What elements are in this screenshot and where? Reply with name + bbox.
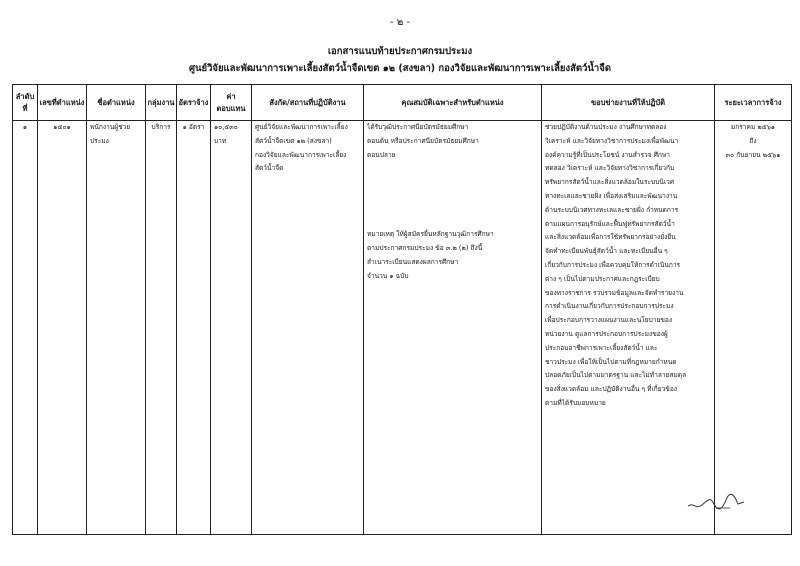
document-title: เอกสารแนบท้ายประกาศกรมประมง — [327, 46, 473, 57]
col-header-position-name: ชื่อตำแหน่ง — [87, 85, 146, 121]
duty-line: ตามที่ได้รับมอบหมาย — [545, 398, 606, 407]
col-header-period: ระยะเวลาการจ้าง — [715, 85, 792, 121]
period-line: ๓๐ กันยายน ๒๕๖๑ — [725, 150, 781, 159]
duty-line: และสิ่งแวดล้อมเพื่อการใช้ทรัพยากรอย่างยั่งยืน — [545, 233, 676, 242]
cell-group: บริการ — [146, 121, 177, 535]
document-subtitle: ศูนย์วิจัยและพัฒนาการเพาะเลี้ยงสัตว์น้ำจืดเขต ๑๒ (สงขลา) กองวิจัยและพัฒนาการเพาะเลี้ยงสัตว์น้ำจืด — [188, 63, 611, 74]
note-line: จำนวน ๑ ฉบับ — [367, 271, 409, 280]
duty-line: ของสิ่งแวดล้อม และปฏิบัติงานอื่น ๆ ที่เกี่ยวข้อง — [545, 385, 677, 394]
cell-salary: ๑๐,๕๓๐ บาท — [211, 121, 252, 535]
table-header-row — [13, 85, 792, 121]
note-line: หมายเหตุ ให้ผู้สมัครยื่นหลักฐานวุฒิการศึกษา — [367, 230, 494, 239]
table-row — [13, 121, 792, 535]
col-header-workplace: สังกัด/สถานที่ปฏิบัติงาน — [252, 85, 364, 121]
duty-line: เพื่อประกอบการวางแผนงานและนโยบายของ — [545, 316, 673, 325]
qualification-line: ตอนต้น หรือประกาศนียบัตรมัธยมศึกษา — [367, 136, 479, 145]
cell-position-name: พนักงานผู้ช่วยประมง — [87, 121, 146, 535]
col-header-duties: ขอบข่ายงานที่ให้ปฏิบัติ — [542, 85, 715, 121]
duty-line: ประกอบอาชีพการเพาะเลี้ยงสัตว์น้ำ และ — [545, 343, 658, 352]
cell-period — [715, 121, 792, 535]
workplace-line: กองวิจัยและพัฒนาการเพาะเลี้ยง — [255, 150, 347, 159]
cell-order: ๑ — [13, 121, 38, 535]
signature-mark — [686, 488, 746, 514]
duty-line: องค์ความรู้ที่เป็นประโยชน์ งานสำรวจ ศึกษา — [545, 150, 670, 159]
note-line: ตามประกาศกรมประมง ข้อ ๓.๒ (๒) ถึงนี้ — [367, 244, 483, 253]
duty-line: ต่าง ๆ เป็นไปตามประกาศและกฎระเบียบ — [545, 274, 660, 283]
period-line: ถึง — [749, 136, 757, 145]
duty-line: การดำเนินงานเกี่ยวกับการประกอบการประมง — [545, 302, 674, 311]
workplace-line: สัตว์น้ำจืด — [255, 164, 284, 173]
duty-line: เกี่ยวกับการประมง เพื่อควบคุมให้การดำเนินการ — [545, 260, 681, 269]
cell-workplace — [252, 121, 364, 535]
duty-line: ทดลอง วิเคราะห์ และวิจัยทางวิชาการเกี่ยวกับ — [545, 164, 675, 173]
note-line: สำเนาระเบียนแสดงผลการศึกษา — [367, 257, 459, 266]
duty-line: หน่วยงาน ดูแลการประกอบการประมงของผู้ — [545, 329, 668, 338]
col-header-position-number: เลขที่ตำแหน่ง — [38, 85, 87, 121]
duty-line: ทรัพยากรสัตว์น้ำและสิ่งแวดล้อมในระบบนิเวศ — [545, 178, 675, 187]
col-header-order: ลำดับที่ — [13, 85, 38, 121]
cell-rate: ๑ อัตรา — [177, 121, 211, 535]
col-header-rate: อัตราจ้าง — [177, 85, 211, 121]
duty-line: ตามแผนการอนุรักษ์และฟื้นฟูทรัพยากรสัตว์น้ำ — [545, 219, 675, 228]
col-header-qualifications: คุณสมบัติเฉพาะสำหรับตำแหน่ง — [364, 85, 542, 121]
positions-table — [12, 84, 792, 535]
cell-duties — [542, 121, 715, 535]
cell-qualifications — [364, 121, 542, 535]
workplace-line: สัตว์น้ำจืดเขต ๑๒ (สงขลา) — [255, 136, 332, 145]
duty-line: วิเคราะห์ และวิจัยทางวิชาการประมงเพื่อพัฒนา — [545, 136, 679, 145]
qualification-line: ตอนปลาย — [367, 150, 396, 159]
duty-line: ทางทะเลและชายฝั่ง เพื่อส่งเสริมและพัฒนางาน — [545, 191, 678, 200]
duty-line: ของทางราชการ รวบรวมข้อมูลและจัดทำรายงาน — [545, 288, 684, 297]
qualification-line: ได้รับวุฒิประกาศนียบัตรมัธยมศึกษา — [367, 123, 469, 131]
duty-line: ช่วยปฏิบัติงานด้านประมง งานศึกษาทดลอง — [545, 123, 667, 131]
duty-line: ปลอดภัยเป็นไปตามมาตรฐาน และไม่ทำลายสมดุล — [545, 371, 687, 380]
col-header-salary: ค่าตอบแทน — [211, 85, 252, 121]
duty-line: ชาวประมง เพื่อให้เป็นไปตามที่กฎหมายกำหนด — [545, 357, 677, 366]
duty-line: จัดทำทะเบียนพันธุ์สัตว์น้ำ และทะเบียนอื่น ๆ — [545, 247, 668, 256]
workplace-line: ศูนย์วิจัยและพัฒนาการเพาะเลี้ยง — [255, 123, 348, 131]
period-line: มกราคม ๒๕๖๑ — [730, 123, 776, 131]
spacer — [367, 162, 538, 228]
duty-line: ด้านระบบนิเวศทางทะเลและชายฝั่ง กำหนดการ — [545, 205, 679, 214]
cell-position-number: ๑๕๐๑ — [38, 121, 87, 535]
page-number: - ๒ - — [389, 17, 411, 28]
col-header-group: กลุ่มงาน — [146, 85, 177, 121]
